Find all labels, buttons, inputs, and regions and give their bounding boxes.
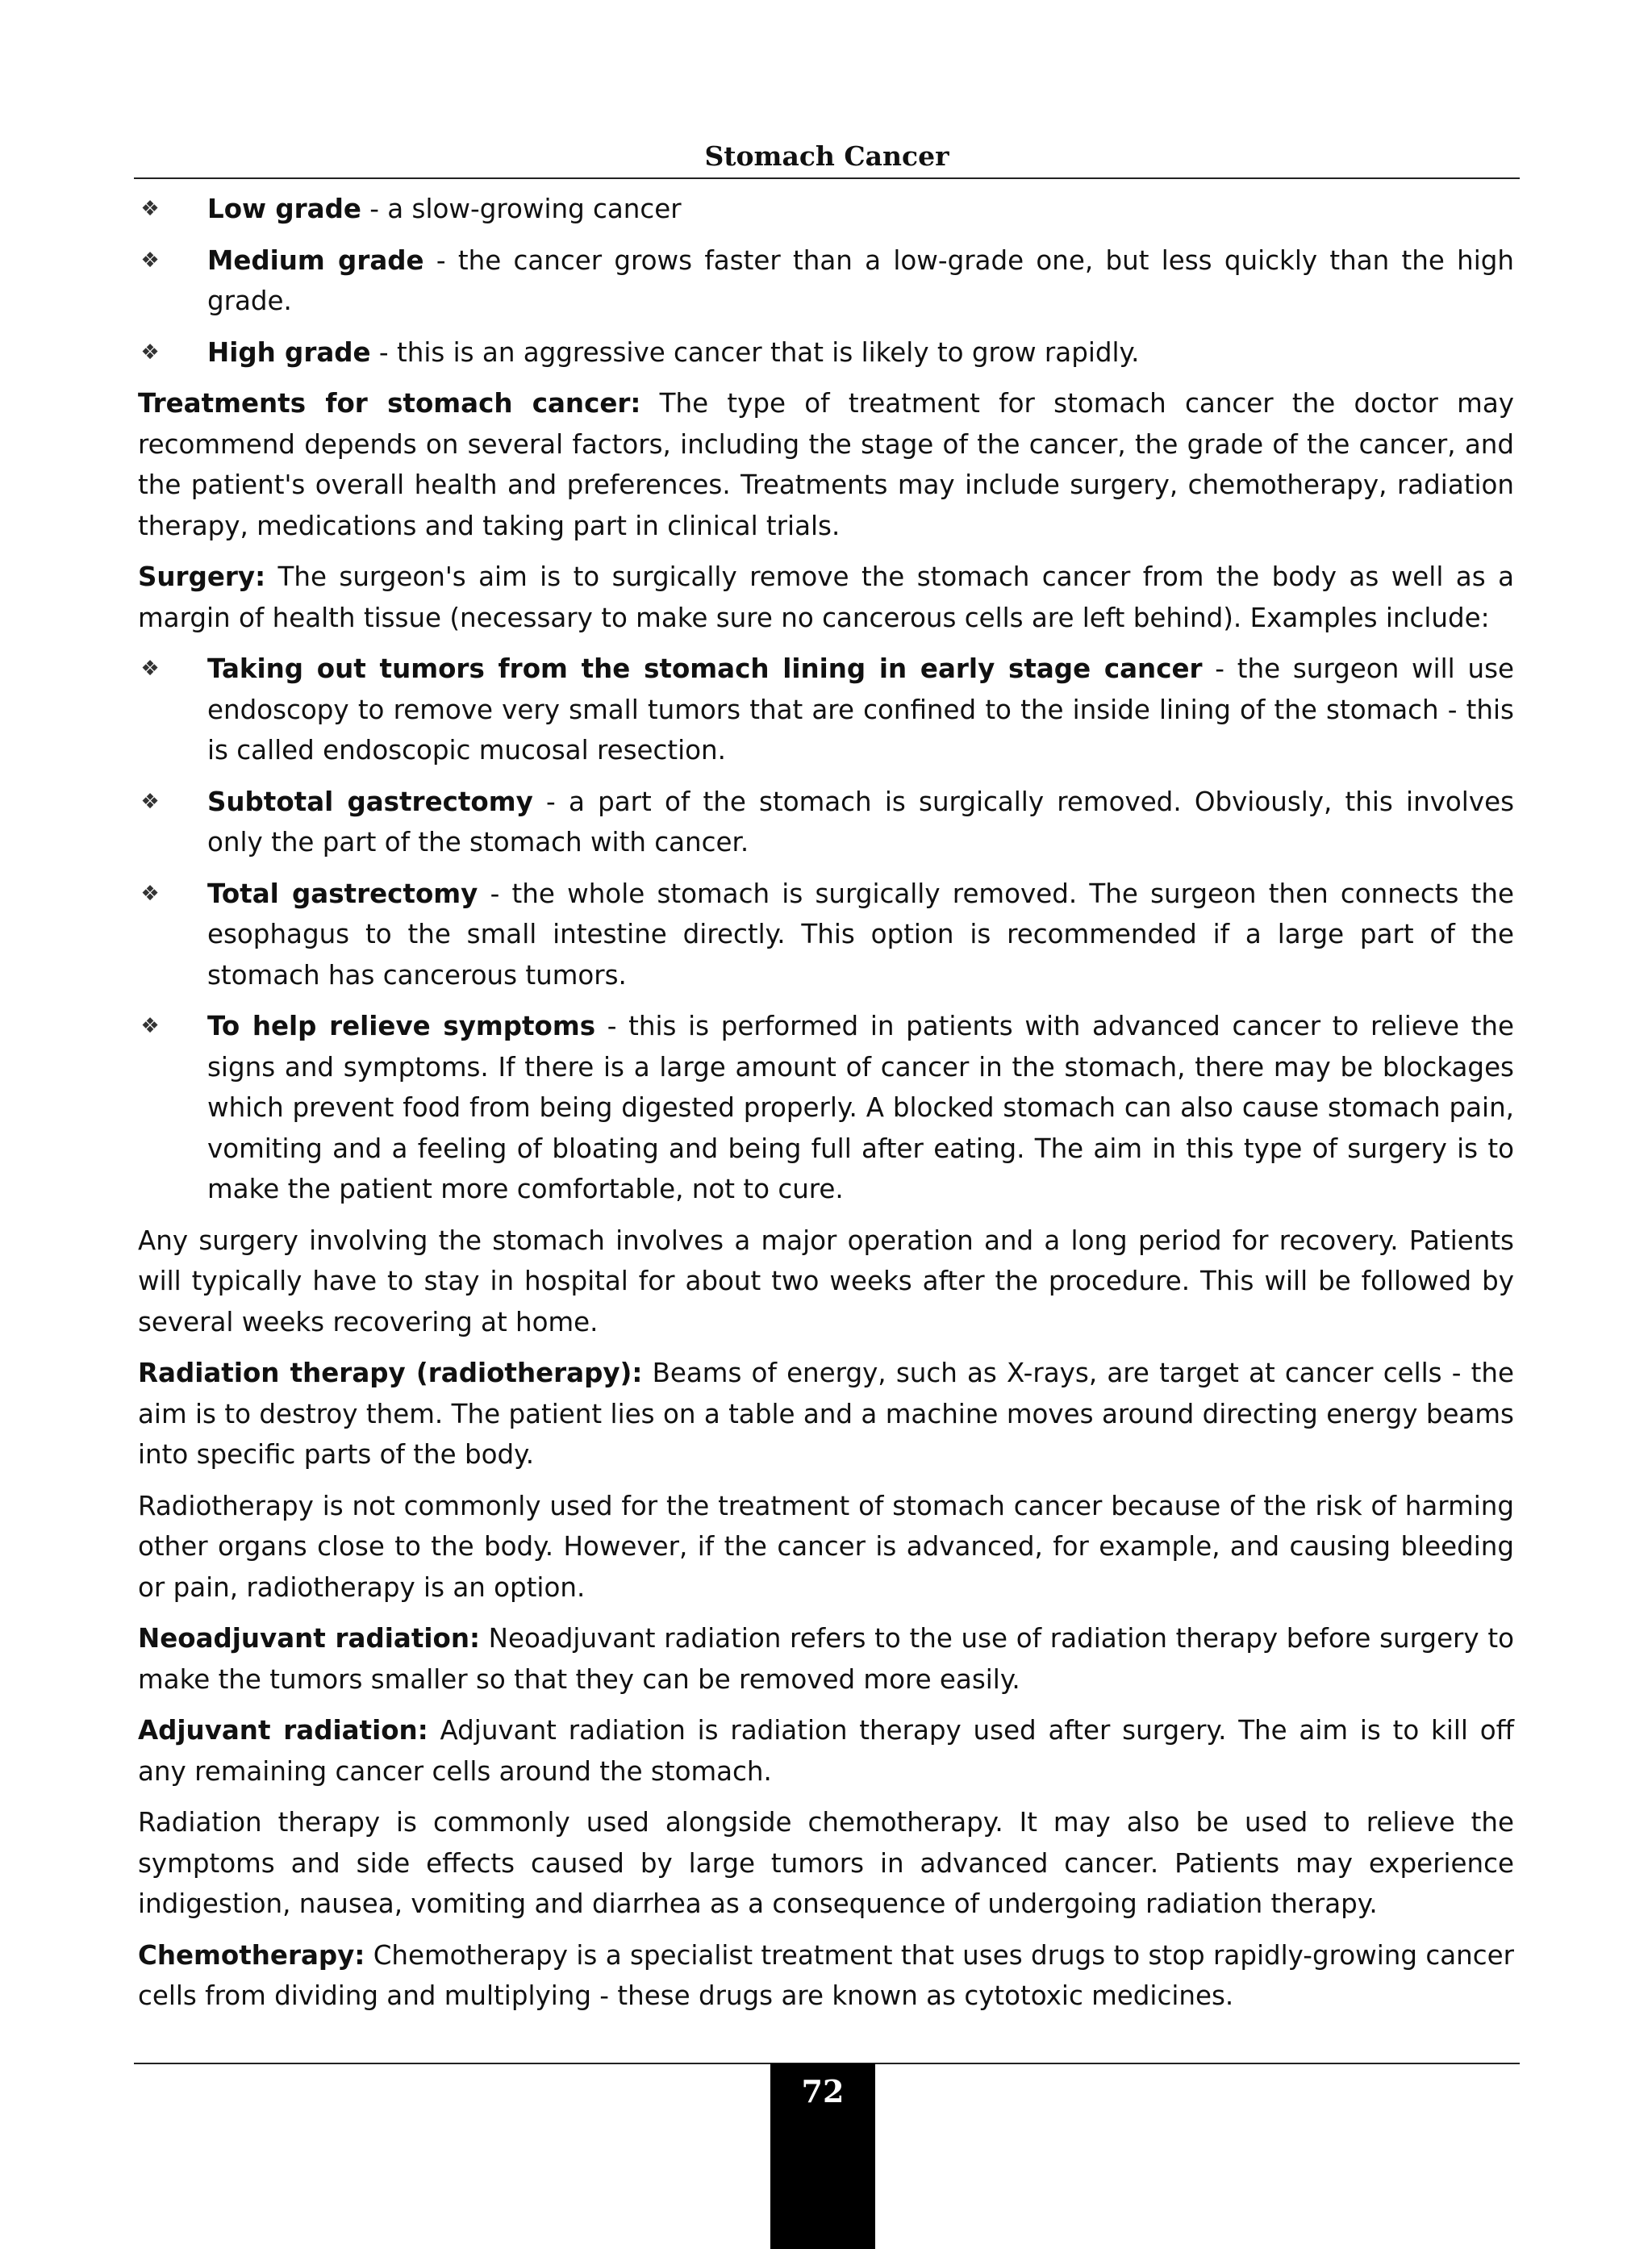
- chemotherapy-heading: Chemotherapy:: [138, 1939, 365, 1971]
- diamond-bullet-icon: ❖: [140, 1014, 160, 1038]
- radiation-heading: Radiation therapy (radiotherapy):: [138, 1358, 643, 1388]
- surgery-item-text: - the whole stomach is surgically removed. The surgeon then connects the esophagus to the small intestine directly. This option is recommended if a large part of the stomach has cancerous tumors.: [207, 878, 1514, 991]
- surgery-item-text: - a part of the stomach is surgically removed. Obviously, this involves only the part of the stomach with cancer.: [207, 786, 1514, 857]
- radiotherapy-usage-paragraph: Radiotherapy is not commonly used for the treatment of stomach cancer because of the risk of harming other organs close to the body. However, if the cancer is advanced, for example, and causing bleeding or pain, radiotherapy is an option.: [138, 1490, 1514, 1603]
- page-header: [134, 136, 1520, 179]
- grade-item-low: [138, 189, 1514, 230]
- radiation-text: Beams of energy, such as X-rays, are target at cancer cells - the aim is to destroy them. The patient lies on a table and a machine moves around directing energy beams into specific parts of the body.: [138, 1358, 1514, 1470]
- radiation-chemo-paragraph: Radiation therapy is commonly used alongside chemotherapy. It may also be used to relieve the symptoms and side effects caused by large tumors in advanced cancer. Patients may experience indigestion, nausea, vomiting and diarrhea as a consequence of undergoing radiation therapy.: [138, 1807, 1514, 1919]
- adjuvant-heading: Adjuvant radiation:: [138, 1715, 428, 1746]
- grade-term: Low grade: [207, 194, 361, 224]
- page-number: 72: [801, 2073, 845, 2109]
- grade-term: Medium grade: [207, 244, 424, 276]
- grade-text: - this is an aggressive cancer that is likely to grow rapidly.: [370, 336, 1140, 368]
- surgery-item-subtotal: [138, 782, 1514, 863]
- adjuvant-paragraph: [138, 1710, 1514, 1792]
- page-body: [138, 189, 1514, 2027]
- surgery-item-symptoms: [138, 1006, 1514, 1210]
- surgery-item-term: Total gastrectomy: [207, 878, 478, 909]
- neoadjuvant-paragraph: [138, 1618, 1514, 1700]
- treatments-text: The type of treatment for stomach cancer the doctor may recommend depends on several factors, including the stage of the cancer, the grade of the cancer, and the patient's overall health and preferences. Treatments may include surgery, chemotherapy, radiation therapy, medications and taking part in clinical trials.: [138, 388, 1514, 541]
- radiation-paragraph: [138, 1353, 1514, 1475]
- grade-item-medium: [138, 240, 1514, 322]
- grade-text: - a slow-growing cancer: [361, 194, 682, 224]
- surgery-paragraph: [138, 557, 1514, 638]
- chemotherapy-paragraph: [138, 1935, 1514, 2017]
- running-title: Stomach Cancer: [704, 140, 949, 172]
- surgery-item-term: Subtotal gastrectomy: [207, 786, 533, 817]
- chemotherapy-text: Chemotherapy is a specialist treatment that uses drugs to stop rapidly-growing cancer cells from dividing and multiplying - these drugs are known as cytotoxic medicines.: [138, 1939, 1514, 2011]
- surgery-item-text: - the surgeon will use endoscopy to remove very small tumors that are confined to the inside lining of the stomach - this is called endoscopic mucosal resection.: [207, 653, 1514, 766]
- diamond-bullet-icon: ❖: [140, 248, 160, 273]
- grade-term: High grade: [207, 336, 371, 368]
- surgery-item-term: Taking out tumors from the stomach lining in early stage cancer: [207, 653, 1203, 684]
- surgery-item-total: [138, 874, 1514, 996]
- diamond-bullet-icon: ❖: [140, 340, 160, 365]
- surgery-item-text: - this is performed in patients with advanced cancer to relieve the signs and symptoms. If there is a large amount of cancer in the stomach, there may be blockages which prevent food from being digested properly. A blocked stomach can also cause stomach pain, vomiting and a feeling of bloating and being full after eating. The aim in this type of surgery is to make the patient more comfortable, not to cure.: [207, 1011, 1514, 1204]
- surgery-recovery-paragraph: Any surgery involving the stomach involves a major operation and a long period for recovery. Patients will typically have to stay in hospital for about two weeks after the procedure. This will be followed by several weeks recovering at home.: [138, 1225, 1514, 1337]
- treatments-paragraph: [138, 383, 1514, 546]
- diamond-bullet-icon: ❖: [140, 789, 160, 814]
- diamond-bullet-icon: ❖: [140, 881, 160, 906]
- surgery-text: The surgeon's aim is to surgically remove the stomach cancer from the body as well as a margin of health tissue (necessary to make sure no cancerous cells are left behind). Examples include:: [138, 561, 1514, 633]
- diamond-bullet-icon: ❖: [140, 197, 160, 221]
- diamond-bullet-icon: ❖: [140, 657, 160, 681]
- neoadjuvant-text: Neoadjuvant radiation refers to the use of radiation therapy before surgery to make the tumors smaller so that they can be removed more easily.: [138, 1623, 1514, 1695]
- treatments-heading: Treatments for stomach cancer:: [138, 388, 641, 419]
- surgery-item-term: To help relieve symptoms: [207, 1011, 596, 1041]
- adjuvant-text: Adjuvant radiation is radiation therapy used after surgery. The aim is to kill off any remaining cancer cells around the stomach.: [138, 1715, 1514, 1787]
- grade-text: - the cancer grows faster than a low-grade one, but less quickly than the high grade.: [207, 244, 1514, 316]
- surgery-heading: Surgery:: [138, 561, 266, 592]
- surgery-item-endoscopic: [138, 649, 1514, 771]
- neoadjuvant-heading: Neoadjuvant radiation:: [138, 1623, 480, 1654]
- page-number-tab: [770, 2063, 875, 2249]
- grade-item-high: [138, 332, 1514, 373]
